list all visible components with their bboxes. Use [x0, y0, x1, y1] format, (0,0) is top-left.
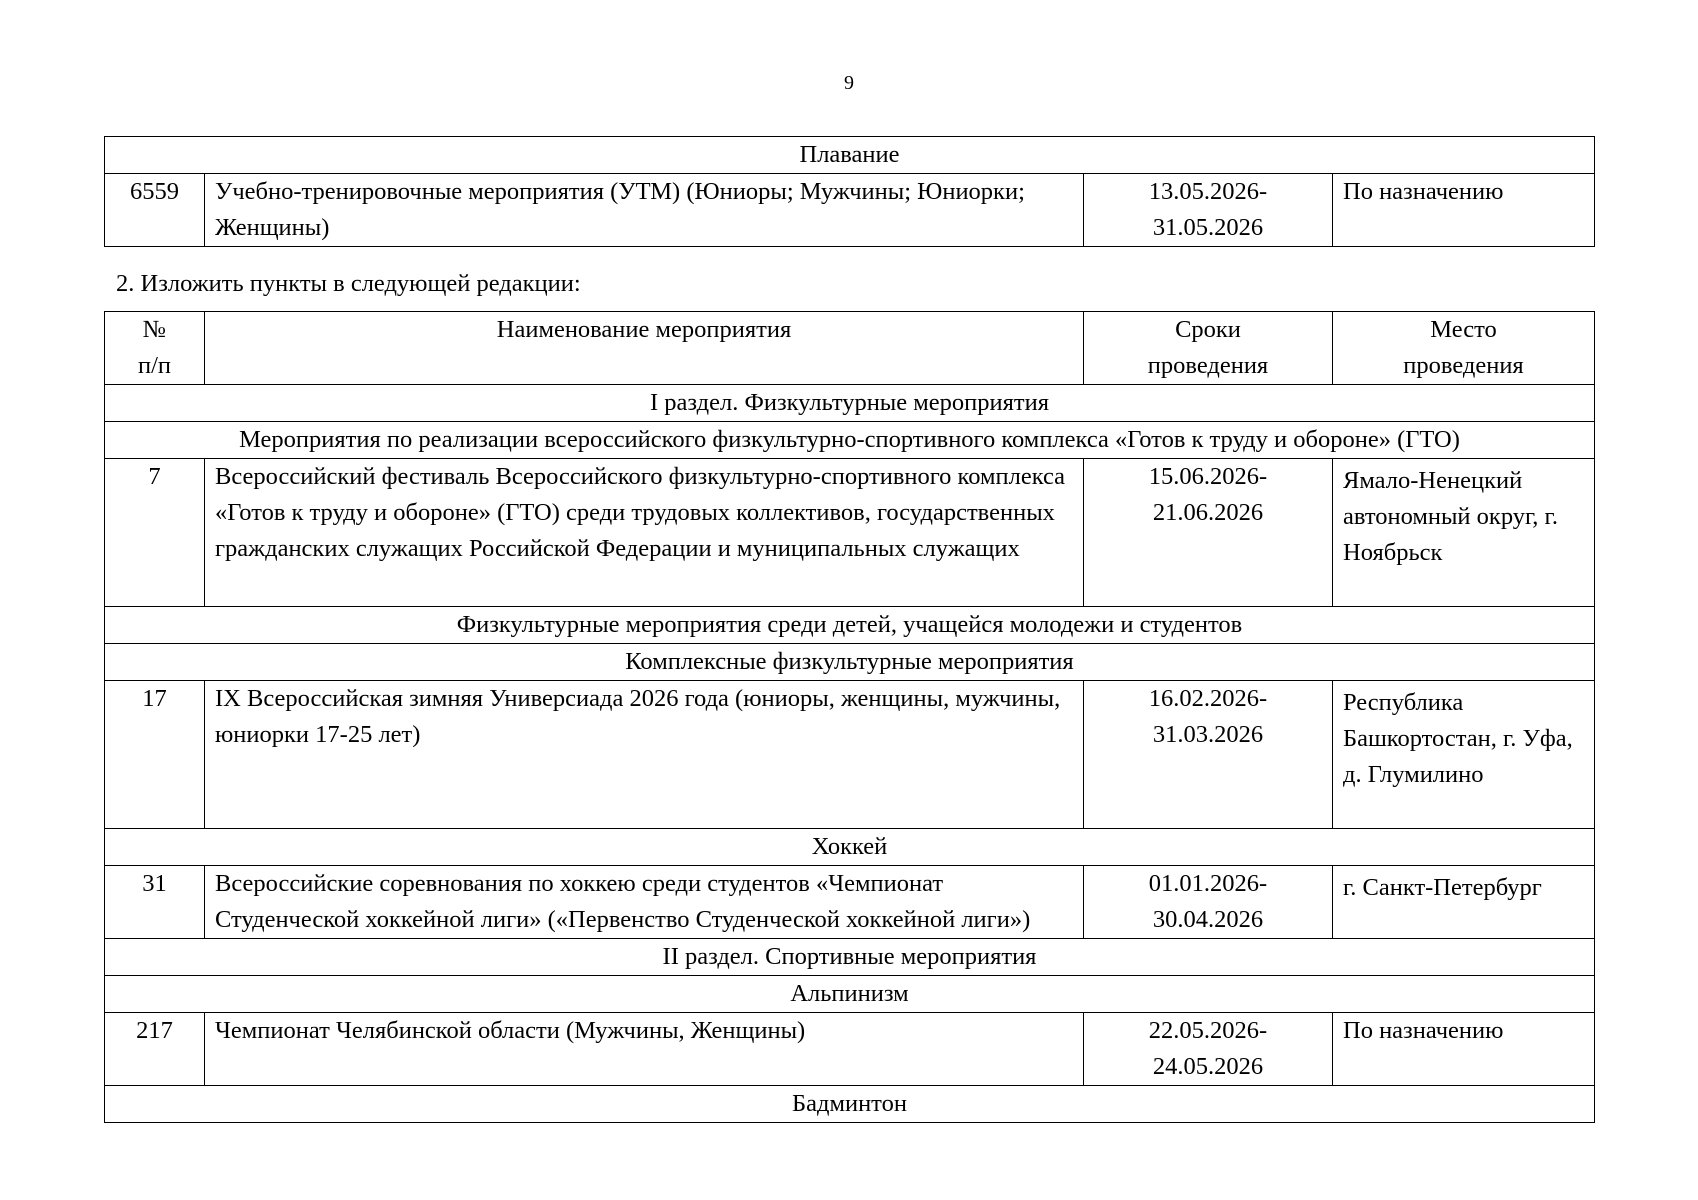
event-dates: [1084, 866, 1333, 939]
section-title-swimming: Плавание: [105, 137, 1595, 174]
event-name: Чемпионат Челябинской области (Мужчины, Женщины): [205, 1013, 1084, 1086]
row-number: 217: [105, 1013, 205, 1086]
date-end: 24.05.2026: [1152, 1053, 1264, 1080]
header-number: [105, 312, 205, 385]
page-number: 9: [844, 72, 854, 94]
date-start: 22.05.2026-: [1148, 1017, 1268, 1044]
event-place: Республика Башкортостан, г. Уфа, д. Глумилино: [1333, 681, 1595, 829]
header-dates-line2: проведения: [1147, 352, 1269, 379]
date-end: 31.05.2026: [1152, 214, 1264, 241]
event-dates: [1084, 1013, 1333, 1086]
table-row: [105, 174, 1595, 247]
subsection-complex: Комплексные физкультурные мероприятия: [105, 644, 1595, 681]
row-number: 6559: [105, 174, 205, 247]
event-dates: [1084, 174, 1333, 247]
row-number: 17: [105, 681, 205, 829]
header-name: Наименование мероприятия: [205, 312, 1084, 385]
date-start: 01.01.2026-: [1148, 870, 1268, 897]
row-number: 31: [105, 866, 205, 939]
row-number: 7: [105, 459, 205, 607]
header-place: [1333, 312, 1595, 385]
subsection-alpinism: Альпинизм: [105, 976, 1595, 1013]
section-title-1: I раздел. Физкультурные мероприятия: [105, 385, 1595, 422]
events-table: [104, 311, 1595, 1123]
header-number-line2: п/п: [137, 352, 172, 379]
date-start: 15.06.2026-: [1148, 463, 1268, 490]
table-row: [105, 459, 1595, 607]
event-place: По назначению: [1333, 1013, 1595, 1086]
section-title-2: II раздел. Спортивные мероприятия: [105, 939, 1595, 976]
event-place: По назначению: [1333, 174, 1595, 247]
subsection-children: Физкультурные мероприятия среди детей, учащейся молодежи и студентов: [105, 607, 1595, 644]
event-dates: [1084, 681, 1333, 829]
header-place-line1: Место: [1430, 316, 1497, 343]
table-row: [105, 1013, 1595, 1086]
date-end: 21.06.2026: [1152, 499, 1264, 526]
event-name: Всероссийский фестиваль Всероссийского физкультурно-спортивного комплекса «Готов к труду и обороне» (ГТО) среди трудовых коллективов, государственных гражданских служащих Российской Федерации и муниципальных служащих: [205, 459, 1084, 607]
table-row: [105, 866, 1595, 939]
date-start: 16.02.2026-: [1148, 685, 1268, 712]
event-place: Ямало-Ненецкий автономный округ, г. Ноябрьск: [1333, 459, 1595, 607]
table-header-row: [105, 312, 1595, 385]
table-row: [105, 681, 1595, 829]
subsection-badminton: Бадминтон: [105, 1086, 1595, 1123]
event-dates: [1084, 459, 1333, 607]
header-number-line1: №: [142, 316, 167, 343]
event-name: Учебно-тренировочные мероприятия (УТМ) (Юниоры; Мужчины; Юниорки; Женщины): [205, 174, 1084, 247]
header-dates: [1084, 312, 1333, 385]
event-place: г. Санкт-Петербург: [1333, 866, 1595, 939]
header-dates-line1: Сроки: [1175, 316, 1241, 343]
intro-text: 2. Изложить пункты в следующей редакции:: [116, 270, 581, 297]
header-place-line2: проведения: [1403, 352, 1524, 379]
subsection-gto: Мероприятия по реализации всероссийского физкультурно-спортивного комплекса «Готов к труду и обороне» (ГТО): [105, 422, 1595, 459]
subsection-hockey: Хоккей: [105, 829, 1595, 866]
date-end: 30.04.2026: [1152, 906, 1264, 933]
event-name: Всероссийские соревнования по хоккею среди студентов «Чемпионат Студенческой хоккейной лиги» («Первенство Студенческой хоккейной лиги»): [205, 866, 1084, 939]
date-end: 31.03.2026: [1152, 721, 1264, 748]
event-name: IX Всероссийская зимняя Универсиада 2026 года (юниоры, женщины, мужчины, юниорки 17-25 лет): [205, 681, 1084, 829]
date-start: 13.05.2026-: [1148, 178, 1268, 205]
swimming-table: [104, 136, 1595, 247]
